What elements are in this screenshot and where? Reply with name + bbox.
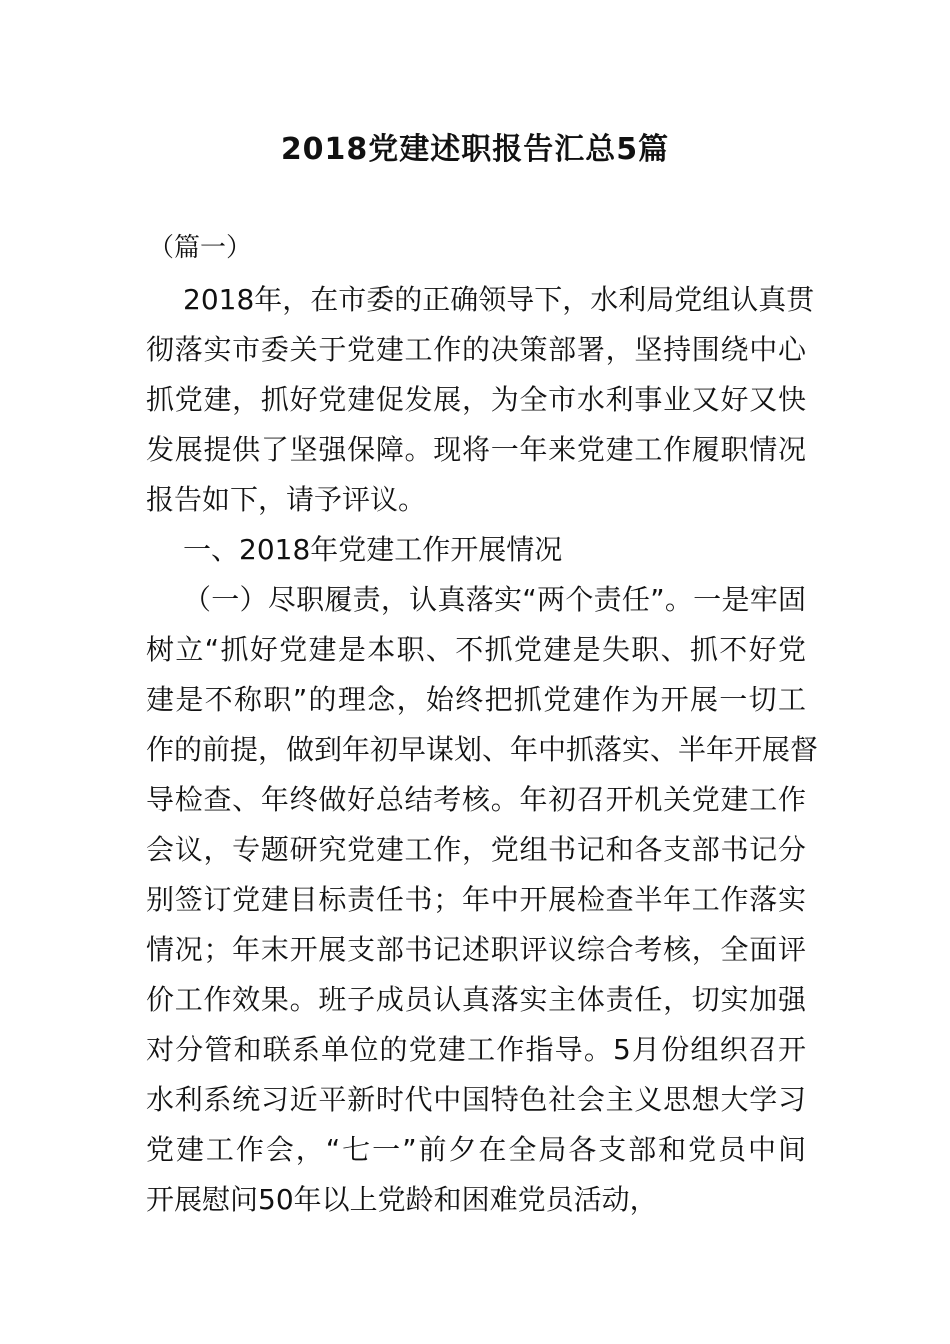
paragraph-line: 彻落实市委关于党建工作的决策部署，坚持围绕中心	[146, 333, 806, 366]
paragraph-line: 树立“抓好党建是本职、不抓党建是失职、抓不好党	[146, 633, 806, 666]
section-label: （篇一）	[148, 233, 253, 263]
paragraph-line: 导检查、年终做好总结考核。年初召开机关党建工作	[146, 783, 806, 816]
paragraph-line: 2018年，在市委的正确领导下，水利局党组认真贯	[183, 283, 815, 316]
paragraph-line: 开展慰问50年以上党龄和困难党员活动，	[146, 1183, 658, 1216]
section-heading: 一、2018年党建工作开展情况	[183, 533, 563, 566]
paragraph-line: 抓党建，抓好党建促发展，为全市水利事业又好又快	[146, 383, 806, 416]
paragraph-line: 作的前提，做到年初早谋划、年中抓落实、半年开展督	[146, 733, 819, 766]
paragraph-line: 发展提供了坚强保障。现将一年来党建工作履职情况	[146, 433, 806, 466]
paragraph-line: 会议，专题研究党建工作，党组书记和各支部书记分	[146, 833, 806, 866]
paragraph-line: 对分管和联系单位的党建工作指导。5月份组织召开	[146, 1033, 806, 1066]
paragraph-line: （一）尽职履责，认真落实“两个责任”。一是牢固	[183, 583, 806, 616]
paragraph-line: 水利系统习近平新时代中国特色社会主义思想大学习	[146, 1083, 806, 1116]
paragraph-line: 报告如下，请予评议。	[146, 483, 427, 516]
document-title: 2018党建述职报告汇总5篇	[280, 132, 670, 167]
paragraph-line: 建是不称职”的理念，始终把抓党建作为开展一切工	[146, 683, 806, 716]
paragraph-line: 价工作效果。班子成员认真落实主体责任，切实加强	[146, 983, 806, 1016]
paragraph-line: 情况；年末开展支部书记述职评议综合考核，全面评	[146, 933, 806, 966]
paragraph-line: 党建工作会，“七一”前夕在全局各支部和党员中间	[146, 1133, 806, 1166]
paragraph-line: 别签订党建目标责任书；年中开展检查半年工作落实	[146, 883, 806, 916]
